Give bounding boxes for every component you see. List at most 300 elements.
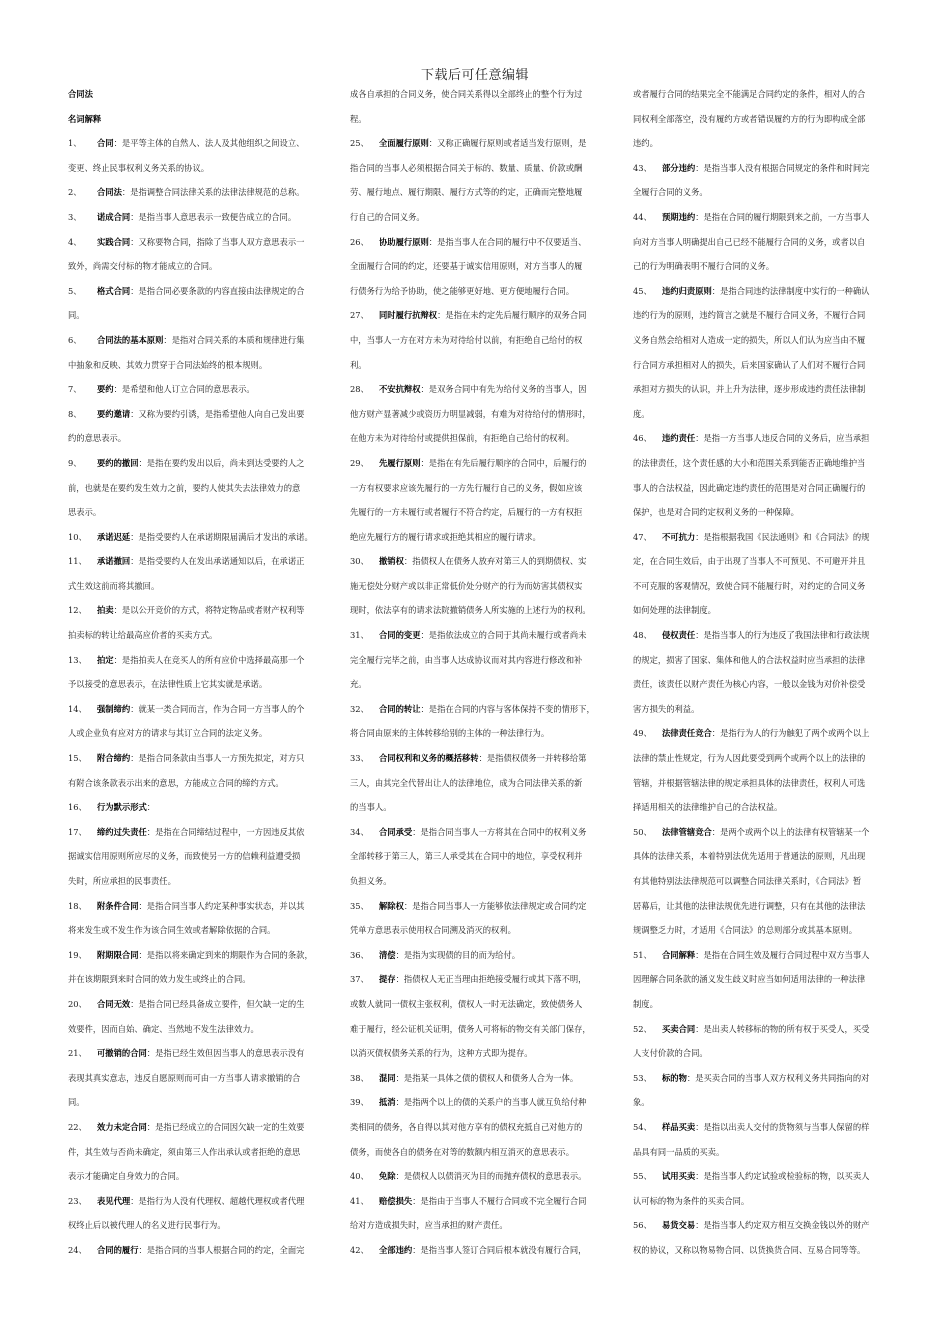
line-text: 予以接受的意思表示，在法律性质上它其实就是承诺。	[68, 679, 268, 690]
entry-number: 40、	[350, 1171, 369, 1182]
entry-number: 49、	[633, 728, 652, 739]
line-text: 因理解合同条款的涵义发生歧义时应当如何适用法律的一种法律	[633, 974, 866, 985]
line-text: 以消灭债权债务关系的行为，这种方式即为提存。	[350, 1048, 533, 1059]
continuation-line	[633, 771, 885, 796]
term-entry	[350, 623, 602, 648]
continuation-line	[633, 303, 885, 328]
entry-term: 提存	[379, 974, 396, 985]
text-column-3	[633, 82, 885, 1263]
entry-term: 拍卖	[97, 605, 114, 616]
term-entry	[350, 303, 602, 328]
continuation-line	[350, 648, 602, 673]
entry-number: 18、	[68, 900, 87, 911]
entry-term: 全部违约	[379, 1244, 413, 1255]
line-text: 全部转移于第三人，第三人承受其在合同中的地位，享受权利并	[350, 851, 583, 862]
entry-number: 31、	[350, 630, 369, 641]
entry-number: 24、	[68, 1244, 87, 1255]
entry-number: 50、	[633, 826, 652, 837]
entry-definition: ：是指合同已经具备成立要件，但欠缺一定的生	[130, 998, 305, 1009]
entry-definition: ：是指以将来确定到来的期限作为合同的条款，	[138, 949, 313, 960]
entry-definition: ：是以公开竞价的方式，将特定物品或者财产权利等	[113, 605, 305, 616]
line-text: 拍卖标的转让给最高应价者的买卖方式。	[68, 630, 218, 641]
line-text: 行自己的合同义务。	[350, 211, 425, 222]
continuation-line	[633, 107, 885, 132]
continuation-line	[633, 1041, 885, 1066]
line-text: 程。	[350, 113, 367, 124]
entry-number: 12、	[68, 605, 87, 616]
term-entry	[68, 746, 320, 771]
entry-number: 56、	[633, 1220, 652, 1231]
term-entry	[633, 205, 885, 230]
line-text: 己的行为明确表明不履行合同的义务。	[633, 261, 775, 272]
entry-number: 2、	[68, 187, 82, 198]
entry-number: 15、	[68, 753, 87, 764]
entry-number: 44、	[633, 211, 652, 222]
line-text: 具体的法律关系，本着特别法优先适用于普通法的原则，凡出现	[633, 851, 866, 862]
entry-term: 买卖合同	[662, 1023, 696, 1034]
term-entry	[633, 525, 885, 550]
continuation-line	[350, 156, 602, 181]
line-text: 度。	[633, 408, 650, 419]
continuation-line	[350, 426, 602, 451]
entry-number: 47、	[633, 531, 652, 542]
line-text: 成各自承担的合同义务，使合同关系得以全部终止的整个行为过	[350, 89, 583, 99]
entry-term: 要约的撤回	[97, 457, 139, 468]
entry-number: 29、	[350, 457, 369, 468]
entry-term: 先履行原则	[379, 457, 421, 468]
line-text: 规调整乏力时，才适用《合同法》的总则部分或其基本原则。	[633, 925, 858, 936]
line-text: 同。	[68, 310, 85, 321]
entry-number: 51、	[633, 949, 652, 960]
continuation-line	[633, 598, 885, 623]
entry-definition: ：又称要物合同，指除了当事人双方意思表示一	[130, 236, 305, 247]
line-text: 全履行合同的义务。	[633, 187, 708, 198]
entry-definition: ：是指债权债务一并转移给第	[478, 753, 587, 764]
entry-number: 8、	[68, 408, 82, 419]
term-entry	[350, 697, 602, 722]
entry-definition: ：是指在要约发出以后，尚未到达受要约人之	[138, 457, 305, 468]
entry-definition: ：是指合同条款由当事人一方预先拟定，对方只	[130, 753, 305, 764]
entry-term: 合同的变更	[379, 630, 421, 641]
entry-term: 承诺撤回	[97, 556, 131, 567]
term-entry	[68, 205, 320, 230]
entry-term: 附期限合同	[97, 949, 139, 960]
continuation-line	[68, 869, 320, 894]
continuation-line	[68, 156, 320, 181]
term-entry	[68, 402, 320, 427]
term-entry	[633, 1017, 885, 1042]
continuation-line	[633, 549, 885, 574]
continuation-line	[633, 1238, 885, 1263]
continuation-line	[350, 402, 602, 427]
continuation-line	[350, 328, 602, 353]
heading-text: 合同法	[68, 89, 93, 99]
continuation-line	[350, 254, 602, 279]
entry-number: 37、	[350, 974, 369, 985]
continuation-line	[350, 476, 602, 501]
entry-number: 45、	[633, 285, 652, 296]
line-text: 思表示。	[68, 507, 102, 518]
entry-definition: ：是指当事人约定试验或检验标的物，以买卖人	[695, 1171, 870, 1182]
term-entry	[633, 1066, 885, 1091]
entry-number: 42、	[350, 1244, 369, 1255]
line-text: 或者履行合同的结果完全不能满足合同约定的条件，相对人的合	[633, 89, 866, 99]
entry-number: 46、	[633, 433, 652, 444]
line-text: 制度。	[633, 998, 658, 1009]
continuation-line	[350, 771, 602, 796]
continuation-line	[68, 303, 320, 328]
entry-number: 34、	[350, 826, 369, 837]
entry-term: 要约邀请	[97, 408, 131, 419]
continuation-line	[633, 377, 885, 402]
entry-definition: ：是指为实现债的目的而为给付。	[395, 949, 521, 960]
continuation-line	[633, 844, 885, 869]
entry-number: 53、	[633, 1072, 652, 1083]
entry-number: 10、	[68, 531, 87, 542]
continuation-line	[68, 1164, 320, 1189]
line-text: 管辖，并根据管辖法律的规定承担具体的法律责任，权利人可选	[633, 777, 866, 788]
line-text: 将合同由原来的主体转移给别的主体的一种法律行为。	[350, 728, 550, 739]
line-text: 现时，依法享有的请求法院撤销债务人所实施的上述行为的权利。	[350, 605, 591, 616]
term-entry	[68, 279, 320, 304]
line-text: 品具有同一品质的买卖。	[633, 1146, 725, 1157]
continuation-line	[68, 844, 320, 869]
entry-definition: ：指债权人在债务人放弃对第三人的到期债权、实	[403, 556, 587, 567]
line-text: 的法律责任，这个责任感的大小和范围关系到能否正确地维护当	[633, 457, 866, 468]
entry-definition: ：是指以出卖人交付的货物须与当事人保留的样	[695, 1121, 870, 1132]
continuation-line	[633, 328, 885, 353]
term-entry	[633, 623, 885, 648]
entry-term: 缔约过失责任	[97, 826, 147, 837]
entry-number: 4、	[68, 236, 82, 247]
continuation-line	[68, 1140, 320, 1165]
entry-term: 合同的转让	[379, 703, 421, 714]
term-entry	[350, 230, 602, 255]
line-text: 充。	[350, 679, 367, 690]
term-entry	[350, 1164, 602, 1189]
line-text: 前，也就是在要约发生效力之前，要约人使其失去法律效力的意	[68, 482, 301, 493]
continuation-line	[350, 1017, 602, 1042]
term-entry	[633, 943, 885, 968]
continuation-line	[633, 476, 885, 501]
line-text: 认可标的物为条件的买卖合同。	[633, 1195, 750, 1206]
entry-number: 43、	[633, 162, 652, 173]
line-text: 的当事人。	[350, 802, 392, 813]
continuation-line	[68, 1090, 320, 1115]
entry-term: 撤销权	[379, 556, 404, 567]
term-entry	[350, 1238, 602, 1263]
line-text: 权终止后以被代理人的名义进行民事行为。	[68, 1220, 226, 1231]
entry-term: 免除	[379, 1171, 396, 1182]
continuation-line	[633, 869, 885, 894]
continuation-line	[633, 500, 885, 525]
entry-term: 法律责任竞合	[662, 728, 712, 739]
line-text: 承担对方损失的认识，并上升为法律，逐步形成违约责任法律制	[633, 384, 866, 395]
entry-number: 22、	[68, 1121, 87, 1132]
entry-number: 26、	[350, 236, 369, 247]
continuation-line	[68, 623, 320, 648]
continuation-line	[350, 180, 602, 205]
entry-definition: ：是指在未约定先后履行顺序的双务合同	[437, 310, 587, 321]
continuation-line	[633, 230, 885, 255]
entry-term: 抵消	[379, 1097, 396, 1108]
entry-definition: ：是指拍卖人在竞买人的所有应价中选择最高那一个	[113, 654, 305, 665]
term-entry	[350, 746, 602, 771]
entry-definition: ：是指当事人约定双方相互交换金钱以外的财产	[695, 1220, 870, 1231]
entry-definition: ：是指当事人没有根据合同规定的条件和时间完	[695, 162, 870, 173]
term-entry	[68, 697, 320, 722]
entry-definition: ：是指行为人的行为触犯了两个或两个以上	[711, 728, 870, 739]
continuation-line	[633, 992, 885, 1017]
term-entry	[350, 820, 602, 845]
entry-definition: ：是指在合同的履行期限到来之前，一方当事人	[695, 211, 870, 222]
term-entry	[350, 451, 602, 476]
line-text: 违约行为的原则，违约简言之就是不履行合同义务，不履行合同	[633, 310, 866, 321]
term-entry	[68, 377, 320, 402]
continuation-line	[350, 721, 602, 746]
entry-definition: ：是指对合同关系的本质和规律进行集	[163, 334, 305, 345]
entry-term: 承诺迟延	[97, 531, 131, 542]
continuation-line	[350, 672, 602, 697]
entry-definition: ：是平等主体的自然人、法人及其他组织之间设立、	[113, 138, 305, 149]
line-text: 致外，尚需交付标的物才能成立的合同。	[68, 261, 218, 272]
line-text: 的规定，损害了国家、集体和他人的合法权益时应当承担的法律	[633, 654, 866, 665]
line-text: 凭单方意思表示使用权合同溯及消灭的权利。	[350, 925, 516, 936]
entry-term: 行为默示形式	[97, 802, 147, 813]
entry-term: 合同权利和义务的概括移转	[379, 753, 479, 764]
entry-term: 同时履行抗辩权	[379, 310, 438, 321]
entry-term: 附合缔约	[97, 753, 131, 764]
line-text: 同权利全部落空，没有履约方或者错误履约方的行为即构成全部	[633, 113, 866, 124]
term-entry	[68, 943, 320, 968]
line-text: 失时，所应承担的民事责任。	[68, 876, 176, 886]
line-text: 给对方造成损失时，应当承担的财产责任。	[350, 1220, 508, 1231]
line-text: 全面履行合同的约定，还要基于诚实信用原则，对方当事人的履	[350, 261, 583, 272]
line-text: 在他方未为对待给付或提供担保前，有拒绝自己给付的权利。	[350, 433, 575, 444]
entry-term: 易货交易	[662, 1220, 696, 1231]
entry-term: 格式合同	[97, 285, 131, 296]
entry-term: 合同	[97, 138, 114, 149]
entry-term: 协助履行原则	[379, 236, 429, 247]
continuation-line	[633, 131, 885, 156]
term-entry	[68, 230, 320, 255]
continuation-line	[633, 795, 885, 820]
line-text: 负担义务。	[350, 876, 392, 886]
continuation-line	[633, 918, 885, 943]
continuation-line	[68, 672, 320, 697]
section-heading	[68, 107, 320, 132]
entry-definition: ：是指在合同生效及履行合同过程中双方当事人	[695, 949, 870, 960]
line-text: 件，其生效与否尚未确定，须由第三人作出承认或者拒绝的意思	[68, 1146, 301, 1157]
entry-definition: ：是两个或两个以上的法律有权管辖某一个	[711, 826, 870, 837]
entry-term: 合同承受	[379, 826, 413, 837]
entry-term: 标的物	[662, 1072, 687, 1083]
line-text: 行合同方承担相对人的损失，后来国家确认了人们对不履行合同	[633, 359, 866, 370]
term-entry	[350, 943, 602, 968]
line-text: 指合同的当事人必须根据合同关于标的、数量、质量、价款或酬	[350, 162, 583, 173]
entry-term: 强制缔约	[97, 703, 131, 714]
term-entry	[68, 131, 320, 156]
line-text: 债务，而使各自的债务在对等的数额内相互消灭的意思表示。	[350, 1146, 575, 1157]
line-text: 定，在合同生效后，由于出现了当事人不可预见、不可避开并且	[633, 556, 866, 567]
entry-definition: ：是希望和他人订立合同的意思表示。	[113, 384, 255, 395]
page-header: 下载后可任意编辑	[420, 68, 529, 83]
line-text: 择适用相关的法律维护自己的合法权益。	[633, 802, 783, 813]
continuation-line	[68, 771, 320, 796]
continuation-line	[68, 1213, 320, 1238]
continuation-line	[633, 1140, 885, 1165]
term-entry	[68, 180, 320, 205]
entry-term: 不可抗力	[662, 531, 696, 542]
continuation-line	[350, 598, 602, 623]
entry-definition: ：是指合同当事人一方将其在合同中的权利义务	[412, 826, 587, 837]
continuation-line	[633, 648, 885, 673]
continuation-line	[633, 402, 885, 427]
continuation-line	[633, 746, 885, 771]
entry-number: 33、	[350, 753, 369, 764]
entry-number: 28、	[350, 384, 369, 395]
continuation-line	[633, 672, 885, 697]
term-entry	[350, 131, 602, 156]
entry-number: 7、	[68, 384, 82, 395]
continuation-line	[633, 574, 885, 599]
line-text: 类相同的债务，各自得以其对他方享有的债权充抵自己对他方的	[350, 1121, 583, 1132]
continuation-line	[633, 353, 885, 378]
entry-definition: ：是指受要约人在承诺期限届满后才发出的承诺。	[130, 531, 313, 542]
entry-definition: ：是指当事人意思表示一致便告成立的合同。	[130, 211, 297, 222]
entry-definition: ：	[146, 802, 156, 813]
term-entry	[68, 451, 320, 476]
entry-definition: ：是指已经生效但因当事人的意思表示没有	[146, 1048, 305, 1059]
entry-number: 23、	[68, 1195, 87, 1206]
line-text: 义务自然会给相对人造成一定的损失，所以人们认为应当由不履	[633, 334, 866, 345]
entry-number: 32、	[350, 703, 369, 714]
line-text: 效要件，因而自始、确定、当然地不发生法律效力。	[68, 1023, 259, 1034]
entry-number: 11、	[68, 556, 87, 567]
term-entry	[350, 549, 602, 574]
term-entry	[68, 648, 320, 673]
entry-definition: ：是双务合同中有先为给付义务的当事人，因	[420, 384, 587, 395]
entry-term: 合同法的基本原则	[97, 334, 164, 345]
line-text: 害方损失的利益。	[633, 703, 700, 714]
entry-term: 试用买卖	[662, 1171, 696, 1182]
text-column-2	[350, 82, 602, 1263]
entry-definition: ：是指当事人的行为违反了我国法律和行政法规	[695, 630, 870, 641]
continuation-line	[350, 574, 602, 599]
term-entry	[350, 1090, 602, 1115]
continuation-line	[633, 967, 885, 992]
continuation-line	[350, 353, 602, 378]
continuation-line	[68, 1066, 320, 1091]
entry-number: 9、	[68, 457, 82, 468]
line-text: 有其他特别法法律规范可以调整合同法律关系时，《合同法》暂	[633, 876, 862, 886]
line-text: 约的意思表示。	[68, 433, 127, 444]
term-entry	[68, 328, 320, 353]
continuation-line	[350, 525, 602, 550]
continuation-line	[350, 992, 602, 1017]
entry-definition: ：是指在合同的内容与客体保持不变的情形下，	[420, 703, 595, 714]
entry-term: 要约	[97, 384, 114, 395]
term-entry	[68, 894, 320, 919]
line-text: 一方有权要求应该先履行的一方先行履行自己的义务，假如应该	[350, 482, 583, 493]
line-text: 完全履行完毕之前，由当事人达成协议而对其内容进行修改和补	[350, 654, 583, 665]
entry-number: 17、	[68, 826, 87, 837]
continuation-line	[350, 844, 602, 869]
line-text: 据诚实信用原则所应尽的义务，而致使另一方的信赖利益遭受损	[68, 851, 301, 862]
continuation-line	[350, 1115, 602, 1140]
line-text: 人或企业负有应对方的请求与其订立合同的法定义务。	[68, 728, 268, 739]
continuation-line	[68, 254, 320, 279]
entry-definition: ：是指当事人在合同的履行中不仅要适当、	[428, 236, 587, 247]
term-entry	[350, 1066, 602, 1091]
entry-definition: ：是买卖合同的当事人双方权利义务共同指向的对	[686, 1072, 870, 1083]
continuation-line	[350, 1140, 602, 1165]
entry-term: 违约归责原则	[662, 285, 712, 296]
continuation-line	[68, 967, 320, 992]
term-entry	[350, 1189, 602, 1214]
entry-definition: ：是指合同当事人约定某种事实状态，并以其	[138, 900, 305, 911]
continuation-line	[68, 721, 320, 746]
continuation-line	[633, 1189, 885, 1214]
entry-term: 可撤销的合同	[97, 1048, 147, 1059]
line-text: 三人，由其完全代替出让人的法律地位，成为合同法律关系的新	[350, 777, 583, 788]
entry-term: 混同	[379, 1072, 396, 1083]
continuation-line	[633, 254, 885, 279]
line-text: 中抽象和反映、其效力贯穿于合同法始终的根本规则。	[68, 359, 268, 370]
continuation-line	[68, 1017, 320, 1042]
continuation-line	[633, 451, 885, 476]
entry-definition: ：是指依法成立的合同于其尚未履行或者尚未	[420, 630, 587, 641]
continuation-line	[350, 107, 602, 132]
term-entry	[68, 795, 320, 820]
continuation-line	[68, 918, 320, 943]
line-text: 如何处理的法律制度。	[633, 605, 716, 616]
line-text: 不可克服的客观情况，致使合同不能履行时，对约定的合同义务	[633, 580, 866, 591]
entry-term: 实践合同	[97, 236, 131, 247]
entry-definition: ：又称正确履行原则或者适当发行原则，是	[428, 138, 587, 149]
term-entry	[350, 967, 602, 992]
entry-number: 16、	[68, 802, 87, 813]
term-entry	[68, 549, 320, 574]
line-text: 先履行的一方未履行或者履行不符合约定，后履行的一方有权拒	[350, 507, 583, 518]
continuation-line	[68, 353, 320, 378]
continuation-line	[350, 1213, 602, 1238]
continuation-line	[68, 500, 320, 525]
entry-number: 54、	[633, 1121, 652, 1132]
term-entry	[633, 1164, 885, 1189]
entry-definition: ：是指受要约人在发出承诺通知以后，在承诺正	[130, 556, 305, 567]
line-text: 他方财产显著减少或资历力明显减弱，有难为对待给付的情形时，	[350, 408, 591, 419]
entry-term: 预期违约	[662, 211, 696, 222]
entry-definition: ：是出卖人转移标的物的所有权于买受人，买受	[695, 1023, 870, 1034]
continuation-line	[350, 205, 602, 230]
term-entry	[633, 156, 885, 181]
term-entry	[68, 598, 320, 623]
entry-definition: ：是指合同当事人一方能够依法律规定或合同约定	[403, 900, 587, 911]
entry-term: 样品买卖	[662, 1121, 696, 1132]
entry-term: 表见代理	[97, 1195, 131, 1206]
heading-text: 名词解释	[68, 113, 102, 124]
line-text: 变更、终止民事权利义务关系的协议。	[68, 162, 210, 173]
entry-term: 赔偿损失	[379, 1195, 413, 1206]
term-entry	[633, 279, 885, 304]
line-text: 表示才能确定自身效力的合同。	[68, 1171, 185, 1182]
continuation-line	[68, 476, 320, 501]
continuation-line	[68, 574, 320, 599]
section-heading	[68, 82, 320, 107]
line-text: 有附合该条款表示出来的意思，方能成立合同的缔约方式。	[68, 777, 284, 788]
continuation-line	[350, 869, 602, 894]
